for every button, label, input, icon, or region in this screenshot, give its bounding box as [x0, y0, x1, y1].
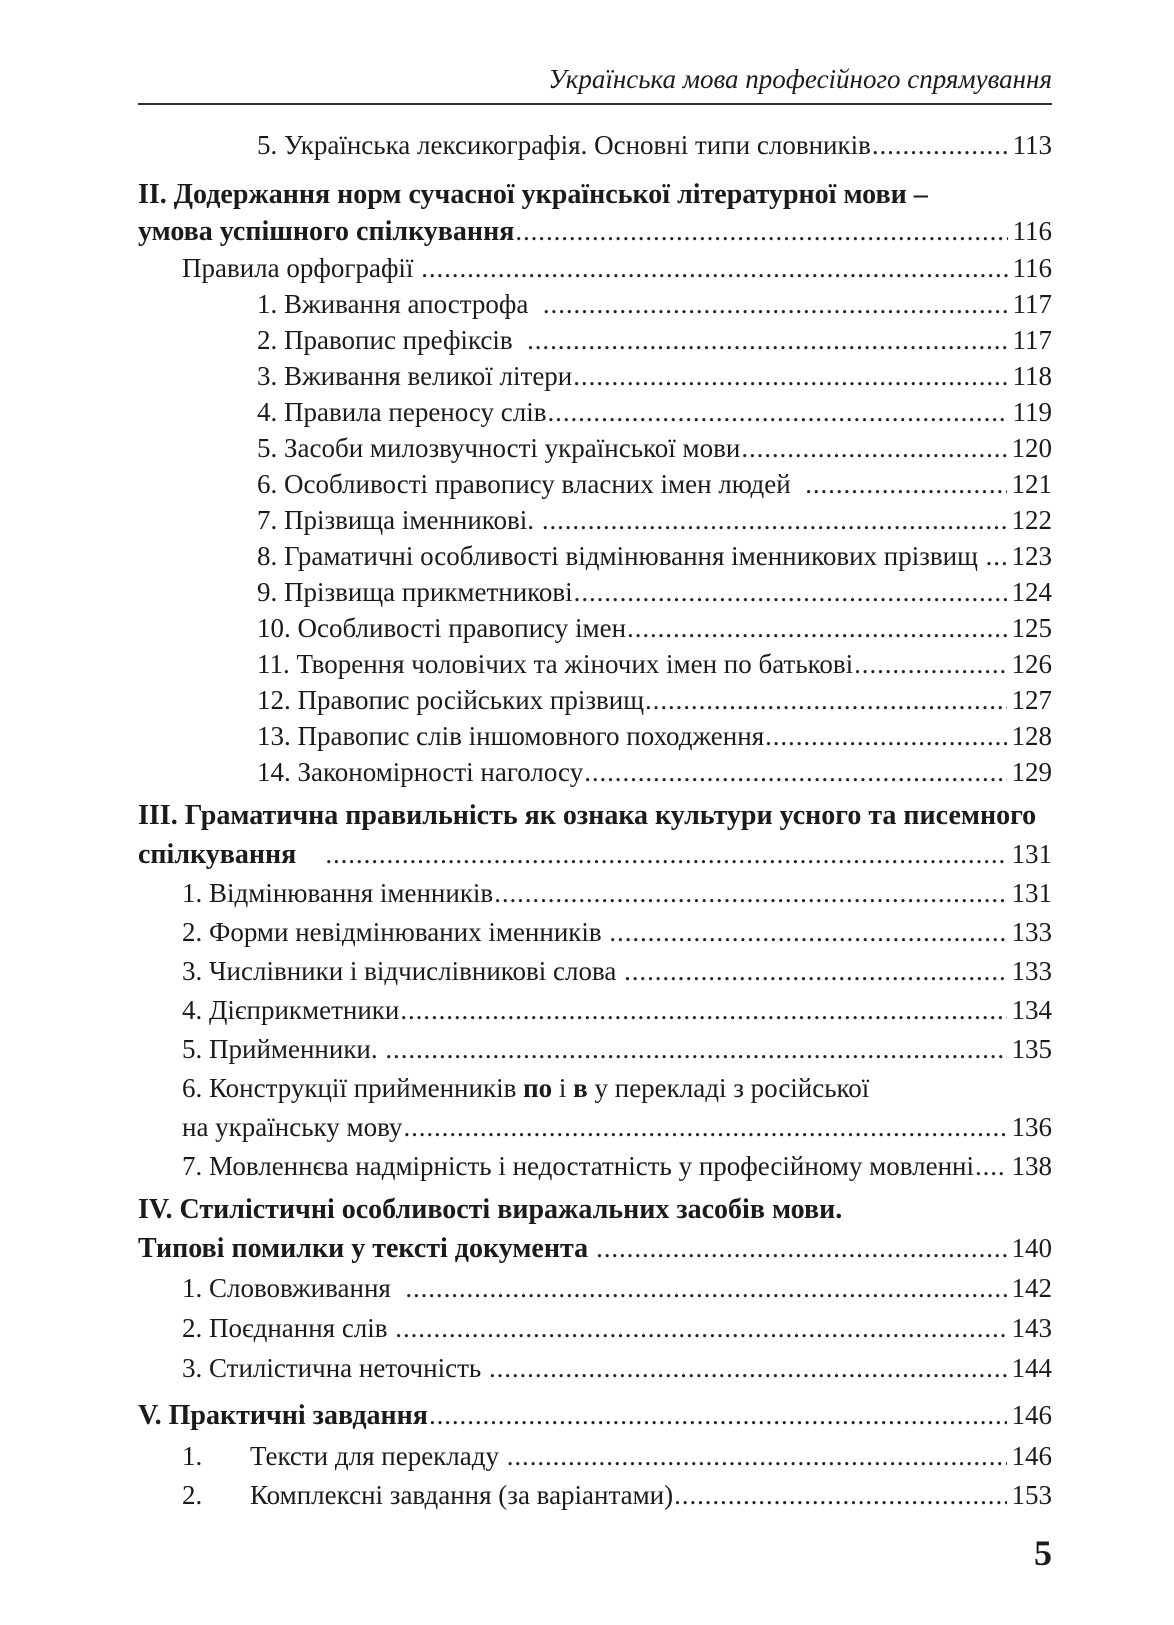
dot-leader — [494, 874, 1006, 913]
toc-row — [138, 835, 1052, 874]
toc-entry-page-number: 116 — [1012, 253, 1052, 283]
table-of-contents — [138, 127, 1052, 1515]
toc-entry-label — [182, 1069, 869, 1108]
toc-entry-label-part: 6. Конструкції прийменників — [182, 1073, 524, 1103]
toc-entry-label: 2. Форми невідмінюваних іменників — [182, 917, 609, 947]
toc-entry-label: 1. Відмінювання іменників — [182, 878, 494, 908]
toc-entry-page-number: 125 — [1011, 613, 1052, 643]
page-footer — [138, 1532, 1052, 1574]
toc-entry-page-number: 113 — [1012, 130, 1052, 160]
toc-entry-label: 2. Поєднання слів — [182, 1313, 395, 1343]
toc-entry-label: V. Практичні завдання — [138, 1400, 428, 1431]
toc-row — [138, 250, 1052, 286]
toc-row — [138, 127, 1052, 163]
toc-row — [138, 1394, 1052, 1437]
toc-entry-page-number: 133 — [1011, 917, 1052, 947]
toc-entry-label: 5. Прийменники. — [182, 1034, 385, 1064]
toc-row — [138, 1147, 1052, 1186]
toc-entry-page-number: 117 — [1012, 289, 1052, 319]
toc-row — [138, 1348, 1052, 1388]
dot-leader — [489, 1348, 1007, 1388]
dot-leader — [548, 394, 1008, 430]
dot-leader — [543, 286, 1008, 322]
toc-entry-label: 14. Закономірності наголосу — [257, 757, 584, 787]
toc-row — [138, 610, 1052, 646]
dot-leader — [624, 952, 1006, 991]
dot-leader — [507, 1437, 1007, 1476]
dot-leader — [421, 250, 1007, 286]
toc-row — [138, 1108, 1052, 1147]
toc-entry-page-number: 127 — [1011, 685, 1052, 715]
dot-leader — [645, 682, 1006, 718]
toc-entry-label: 11. Творення чоловічих та жіночих імен по батькові — [257, 649, 854, 679]
dot-leader — [400, 991, 1006, 1030]
toc-entry-label: на українську мову — [182, 1112, 403, 1142]
toc-entry-label: 3. Стилістична неточність — [182, 1353, 488, 1383]
running-head-title: Українська мова професійного спрямування — [548, 64, 1052, 94]
toc-row — [138, 1268, 1052, 1308]
toc-entry-page-number: 153 — [1011, 1480, 1052, 1510]
toc-entry-label: 3. Вживання великої літери — [257, 361, 573, 391]
toc-entry-page-number: 143 — [1011, 1313, 1052, 1343]
toc-entry-page-number: 140 — [1011, 1233, 1052, 1263]
toc-section-section-3-grammar — [138, 796, 1052, 1186]
toc-entry-label: 12. Правопис російських прізвищ — [257, 685, 645, 715]
toc-row — [138, 394, 1052, 430]
dot-leader — [527, 322, 1007, 358]
toc-row — [138, 682, 1052, 718]
toc-entry-page-number: 131 — [1011, 839, 1052, 869]
toc-row — [138, 991, 1052, 1030]
toc-entry-page-number: 131 — [1011, 878, 1052, 908]
toc-entry-label: II. Додержання норм сучасної української літературної мови – — [138, 179, 928, 210]
toc-entry-label: Правила орфографії — [182, 253, 421, 283]
toc-entry-page-number: 133 — [1011, 956, 1052, 986]
toc-entry-label: 13. Правопис слів іншомовного походження — [257, 721, 765, 751]
toc-entry-label: 2. Правопис префіксів — [257, 325, 527, 355]
toc-entry-page-number: 119 — [1012, 397, 1052, 427]
dot-leader — [573, 358, 1007, 394]
dot-leader — [805, 466, 1006, 502]
toc-entry-label: 4. Дієприкметники — [182, 995, 400, 1025]
toc-section-section-2-orthography-norms — [138, 177, 1052, 790]
toc-entry-page-number: 122 — [1011, 505, 1052, 535]
toc-row — [138, 913, 1052, 952]
toc-row — [138, 502, 1052, 538]
toc-section-section-4-stylistics — [138, 1190, 1052, 1388]
toc-entry-label: Тексти для перекладу — [250, 1441, 506, 1471]
toc-entry-label-part: у перекладі з російської — [587, 1073, 870, 1103]
dot-leader — [405, 1268, 1006, 1308]
toc-entry-page-number: 116 — [1012, 216, 1052, 246]
toc-entry-page-number: 128 — [1011, 721, 1052, 751]
toc-row — [138, 874, 1052, 913]
dot-leader — [674, 1476, 1006, 1515]
toc-row — [138, 574, 1052, 610]
toc-entry-label: 1. Вживання апострофа — [257, 289, 542, 319]
toc-entry-label: 7. Мовленнєва надмірність і недостатність у професійному мовленні — [182, 1151, 974, 1181]
dot-leader — [325, 835, 1006, 874]
dot-leader — [584, 754, 1006, 790]
toc-entry-page-number: 138 — [1011, 1151, 1052, 1181]
toc-entry-page-number: 123 — [1011, 541, 1052, 571]
toc-row — [138, 430, 1052, 466]
toc-entry-label: 10. Особливості правопису імен — [257, 613, 627, 643]
toc-row — [138, 1229, 1052, 1268]
toc-entry-label: 7. Прізвища іменникові. — [257, 505, 541, 535]
toc-row — [138, 322, 1052, 358]
toc-entry-page-number: 121 — [1011, 469, 1052, 499]
dot-leader — [515, 213, 1007, 249]
dot-leader — [574, 574, 1007, 610]
toc-entry-page-number: 120 — [1011, 433, 1052, 463]
page-number: 5 — [1034, 1533, 1052, 1573]
toc-entry-label: Комплексні завдання (за варіантами) — [250, 1480, 674, 1510]
toc-entry-number: 2. — [182, 1480, 203, 1510]
toc-row — [138, 796, 1052, 835]
toc-entry-page-number: 118 — [1012, 361, 1052, 391]
toc-entry-page-number: 142 — [1011, 1273, 1052, 1303]
dot-leader — [403, 1108, 1006, 1147]
toc-row — [138, 177, 1052, 213]
toc-entry-page-number: 146 — [1011, 1441, 1052, 1471]
dot-leader — [975, 1147, 1007, 1186]
toc-row — [138, 213, 1052, 250]
toc-section-lexicography-tail — [138, 127, 1052, 163]
toc-row — [138, 538, 1052, 574]
toc-row — [138, 718, 1052, 754]
dot-leader — [395, 1308, 1006, 1348]
toc-entry-page-number: 144 — [1011, 1353, 1052, 1383]
dot-leader — [627, 610, 1006, 646]
dot-leader — [609, 913, 1006, 952]
toc-row — [138, 1030, 1052, 1069]
dot-leader — [429, 1394, 1007, 1436]
toc-entry-label: IV. Стилістичні особливості виражальних засобів мови. — [138, 1194, 843, 1225]
toc-row — [138, 1308, 1052, 1348]
toc-row — [138, 754, 1052, 790]
toc-row — [138, 358, 1052, 394]
toc-entry-page-number: 117 — [1012, 325, 1052, 355]
toc-row — [138, 1437, 1052, 1476]
toc-entry-label: 9. Прізвища прикметникові — [257, 577, 573, 607]
toc-entry-page-number: 146 — [1011, 1400, 1052, 1430]
dot-leader — [765, 718, 1006, 754]
dot-leader — [854, 646, 1006, 682]
dot-leader — [385, 1030, 1006, 1069]
toc-entry-number: 1. — [182, 1441, 203, 1471]
page-header — [138, 64, 1052, 105]
toc-row — [138, 646, 1052, 682]
toc-entry-label: III. Граматична правильність як ознака культури усного та писемного — [138, 800, 1037, 831]
toc-entry-page-number: 124 — [1011, 577, 1052, 607]
toc-entry-label: спілкування — [138, 839, 325, 870]
toc-entry-label: 1. Слововживання — [182, 1273, 405, 1303]
dot-leader — [986, 538, 1007, 574]
toc-entry-label: 5. Українська лексикографія. Основні типи словників — [257, 130, 871, 160]
toc-entry-label: 6. Особливості правопису власних імен людей — [257, 469, 805, 499]
toc-section-section-5-practical — [138, 1394, 1052, 1515]
toc-row — [138, 466, 1052, 502]
toc-row — [138, 1476, 1052, 1515]
dot-leader — [872, 127, 1008, 163]
toc-entry-label: 3. Числівники і відчислівникові слова — [182, 956, 624, 986]
toc-entry-label: 5. Засоби милозвучності української мови — [257, 433, 741, 463]
toc-entry-label-emphasis: по — [523, 1073, 553, 1103]
dot-leader — [741, 430, 1006, 466]
dot-leader — [596, 1229, 1006, 1268]
toc-entry-label: 4. Правила переносу слів — [257, 397, 547, 427]
toc-entry-label: умова успішного спілкування — [138, 216, 515, 247]
toc-entry-label: Типові помилки у тексті документа — [138, 1233, 596, 1264]
toc-row — [138, 286, 1052, 322]
toc-row — [138, 1190, 1052, 1229]
toc-row — [138, 952, 1052, 991]
toc-entry-page-number: 135 — [1011, 1034, 1052, 1064]
toc-entry-page-number: 129 — [1011, 757, 1052, 787]
toc-entry-label-emphasis: в — [573, 1073, 588, 1103]
toc-entry-page-number: 136 — [1011, 1112, 1052, 1142]
dot-leader — [542, 502, 1007, 538]
toc-entry-page-number: 134 — [1011, 995, 1052, 1025]
toc-entry-label-part: і — [552, 1073, 574, 1103]
toc-entry-page-number: 126 — [1011, 649, 1052, 679]
toc-row — [138, 1069, 1052, 1108]
toc-entry-label: 8. Граматичні особливості відмінювання іменникових прізвищ — [257, 541, 985, 571]
